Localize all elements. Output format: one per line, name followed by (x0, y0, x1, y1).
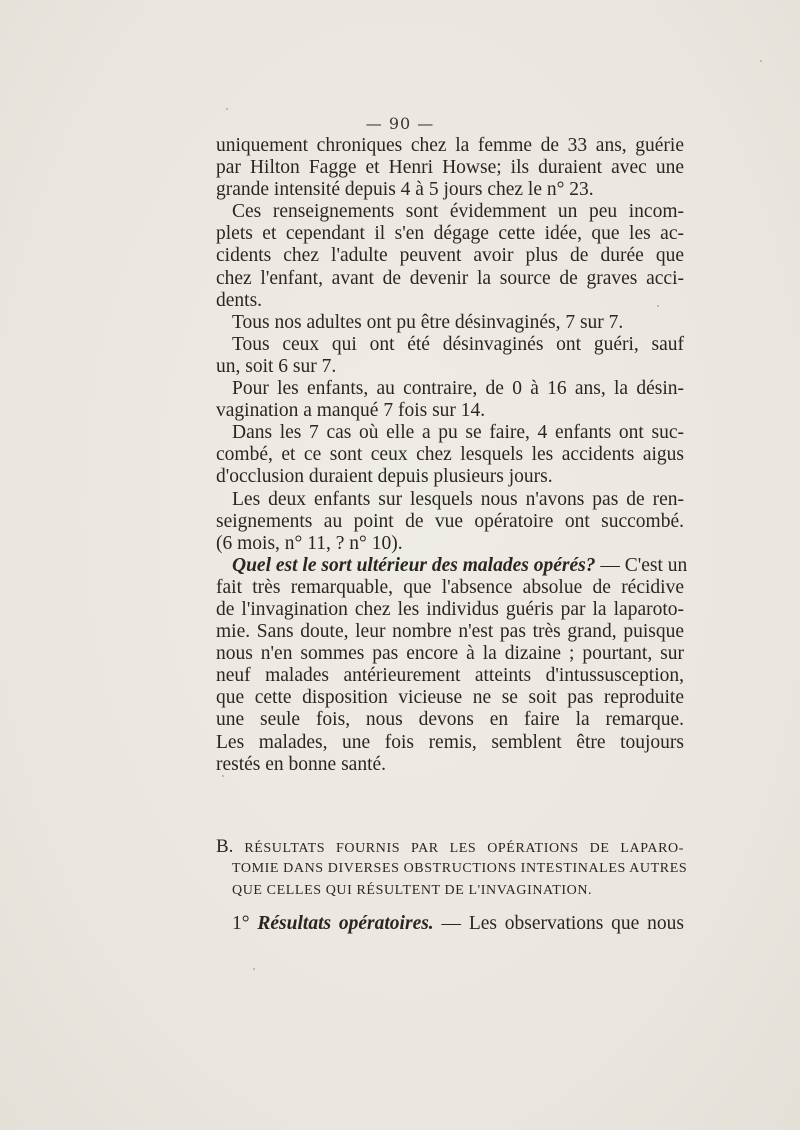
text-line: neuf malades antérieurement atteints d'intussusception, (216, 665, 684, 687)
text-line: Ces renseignements sont évidemment un peu incom- (232, 201, 684, 223)
results-title: Résultats opératoires. (257, 913, 434, 934)
page-number: — 90 — (365, 114, 435, 133)
body-text (216, 135, 688, 776)
text-line: Tous nos adultes ont pu être désinvaginés, 7 sur 7. (232, 311, 624, 333)
paper-speck (226, 108, 228, 110)
text-line: par Hilton Fagge et Henri Howse; ils duraient avec une (216, 157, 684, 179)
question-rest: — C'est un (595, 554, 688, 576)
paper-speck (222, 775, 224, 777)
results-number: 1° (232, 913, 250, 934)
results-subheading (232, 913, 684, 935)
text-line: nous n'en sommes pas encore à la dizaine ; pourtant, sur (216, 643, 684, 665)
text-line: fait très remarquable, que l'absence absolue de récidive (216, 576, 684, 598)
question-italic: Quel est le sort ultérieur des malades opérés? (232, 554, 596, 576)
text-line: combé, et ce sont ceux chez lesquels les accidents aigus (216, 444, 684, 466)
text-line: uniquement chroniques chez la femme de 33 ans, guérie (216, 135, 684, 156)
question-lead-line (216, 554, 688, 577)
text-line: plets et cependant il s'en dégage cette idée, que les ac- (216, 223, 684, 245)
text-line: (6 mois, n° 11, ? n° 10). (216, 532, 403, 554)
paper-speck (253, 968, 255, 970)
section-heading (216, 836, 688, 902)
section-heading-line: TOMIE DANS DIVERSES OBSTRUCTIONS INTESTINALES AUTRES (232, 861, 688, 876)
text-line: Pour les enfants, au contraire, de 0 à 16 ans, la désin- (232, 378, 684, 400)
text-line: Les malades, une fois remis, semblent être toujours (216, 731, 684, 753)
text-line: une seule fois, nous devons en faire la remarque. (216, 709, 684, 731)
section-letter: B. (216, 836, 234, 857)
text-line: Tous ceux qui ont été désinvaginés ont guéri, sauf (232, 333, 684, 355)
text-line: Dans les 7 cas où elle a pu se faire, 4 enfants ont suc- (232, 422, 684, 444)
text-line: un, soit 6 sur 7. (216, 355, 337, 377)
text-line: mie. Sans doute, leur nombre n'est pas très grand, puisque (216, 621, 684, 643)
text-line: dents. (216, 289, 263, 311)
results-rest: — Les observations que nous (433, 913, 684, 934)
text-line: vagination a manqué 7 fois sur 14. (216, 400, 486, 422)
text-line: seignements au point de vue opératoire ont succombé. (216, 510, 684, 532)
paper-speck (657, 305, 659, 307)
text-line: chez l'enfant, avant de devenir la source de graves acci- (216, 267, 684, 289)
text-line: que cette disposition vicieuse ne se soit pas reproduite (216, 687, 684, 709)
paper-speck (760, 60, 762, 62)
text-line: grande intensité depuis 4 à 5 jours chez le n° 23. (216, 179, 594, 201)
text-line: restés en bonne santé. (216, 753, 387, 775)
section-heading-line (216, 836, 684, 858)
section-heading-text: RÉSULTATS FOURNIS PAR LES OPÉRATIONS DE LAPARO- (244, 841, 684, 856)
section-heading-line: QUE CELLES QUI RÉSULTENT DE L'INVAGINATION. (232, 883, 593, 898)
text-line: cidents chez l'adulte peuvent avoir plus de durée que (216, 245, 684, 267)
text-line: d'occlusion duraient depuis plusieurs jours. (216, 466, 553, 488)
text-line: Les deux enfants sur lesquels nous n'avons pas de ren- (232, 488, 684, 510)
text-line: de l'invagination chez les individus guéris par la laparoto- (216, 598, 684, 620)
